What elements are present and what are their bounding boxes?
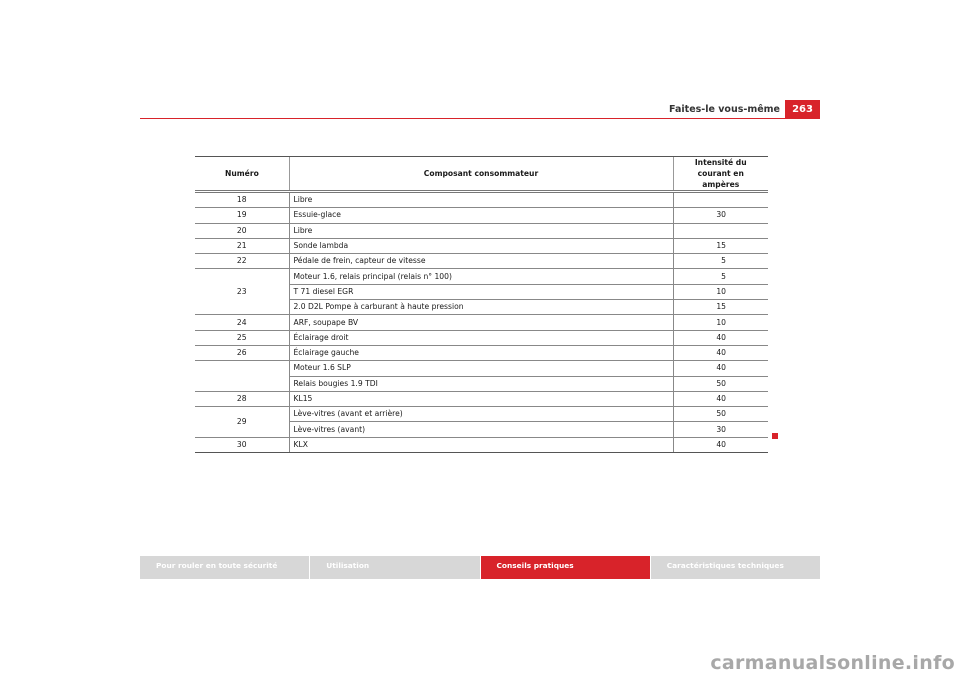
cell-component: Moteur 1.6 SLP (289, 361, 673, 376)
nav-tab-operation[interactable]: Utilisation (310, 556, 479, 579)
cell-amperage: 50 (673, 407, 768, 422)
cell-component: Lève-vitres (avant et arrière) (289, 407, 673, 422)
cell-component: 2.0 D2L Pompe à carburant à haute pression (289, 300, 673, 315)
cell-component: Pédale de frein, capteur de vitesse (289, 254, 673, 269)
cell-number: 18 (195, 192, 289, 208)
cell-component: Libre (289, 192, 673, 208)
cell-amperage: 30 (673, 422, 768, 437)
cell-amperage: 40 (673, 391, 768, 406)
cell-amperage: 50 (673, 376, 768, 391)
table-row (195, 361, 768, 376)
cell-amperage (673, 223, 768, 238)
fuse-table (195, 156, 768, 453)
header-number: Numéro (195, 157, 289, 192)
cell-component: T 71 diesel EGR (289, 284, 673, 299)
header-component: Composant consommateur (289, 157, 673, 192)
cell-amperage: 15 (673, 300, 768, 315)
cell-number: 23 (195, 269, 289, 315)
cell-amperage: 40 (673, 437, 768, 452)
table-row (195, 437, 768, 452)
cell-component: Éclairage droit (289, 330, 673, 345)
page-number-badge: 263 (785, 100, 820, 119)
cell-amperage (673, 192, 768, 208)
cell-amperage: 5 (673, 254, 768, 269)
table-row (195, 345, 768, 360)
table-header-row (195, 157, 768, 192)
cell-amperage: 30 (673, 208, 768, 223)
table-row (195, 254, 768, 269)
nav-tab-safety[interactable]: Pour rouler en toute sécurité (140, 556, 309, 579)
cell-component: KLX (289, 437, 673, 452)
cell-number: 29 (195, 407, 289, 438)
cell-component: ARF, soupape BV (289, 315, 673, 330)
cell-amperage: 15 (673, 238, 768, 253)
cell-number: 30 (195, 437, 289, 452)
header-current (673, 157, 768, 192)
header-current-line2: ampères (702, 180, 740, 189)
watermark-text: carmanualsonline.info (710, 652, 955, 674)
cell-number: 28 (195, 391, 289, 406)
table-row (195, 192, 768, 208)
cell-number: 22 (195, 254, 289, 269)
nav-tab-practical-tips[interactable]: Conseils pratiques (481, 556, 650, 579)
cell-number: 21 (195, 238, 289, 253)
cell-number: 19 (195, 208, 289, 223)
cell-amperage: 5 (673, 269, 768, 284)
cell-number: 20 (195, 223, 289, 238)
cell-component: Relais bougies 1.9 TDI (289, 376, 673, 391)
table-row (195, 238, 768, 253)
cell-amperage: 40 (673, 330, 768, 345)
fuse-table-body (195, 192, 768, 453)
cell-amperage: 40 (673, 361, 768, 376)
cell-component: Moteur 1.6, relais principal (relais n° 100) (289, 269, 673, 284)
cell-component: Libre (289, 223, 673, 238)
header-divider (140, 118, 820, 119)
table-row (195, 269, 768, 284)
table-row (195, 315, 768, 330)
section-end-marker (772, 433, 778, 439)
cell-component: Sonde lambda (289, 238, 673, 253)
cell-component: KL15 (289, 391, 673, 406)
cell-component: Éclairage gauche (289, 345, 673, 360)
cell-amperage: 10 (673, 315, 768, 330)
cell-component: Essuie-glace (289, 208, 673, 223)
footer-navigation (140, 556, 820, 579)
cell-number: 25 (195, 330, 289, 345)
nav-tab-technical-specs[interactable]: Caractéristiques techniques (651, 556, 820, 579)
cell-number (195, 361, 289, 392)
cell-component: Lève-vitres (avant) (289, 422, 673, 437)
table-row (195, 330, 768, 345)
table-row (195, 407, 768, 422)
table-row (195, 223, 768, 238)
header-current-line1: Intensité du courant en (694, 158, 747, 178)
table-row (195, 208, 768, 223)
page-header-title: Faites-le vous-même (669, 104, 780, 115)
cell-number: 26 (195, 345, 289, 360)
table-row (195, 391, 768, 406)
cell-amperage: 10 (673, 284, 768, 299)
cell-number: 24 (195, 315, 289, 330)
cell-amperage: 40 (673, 345, 768, 360)
